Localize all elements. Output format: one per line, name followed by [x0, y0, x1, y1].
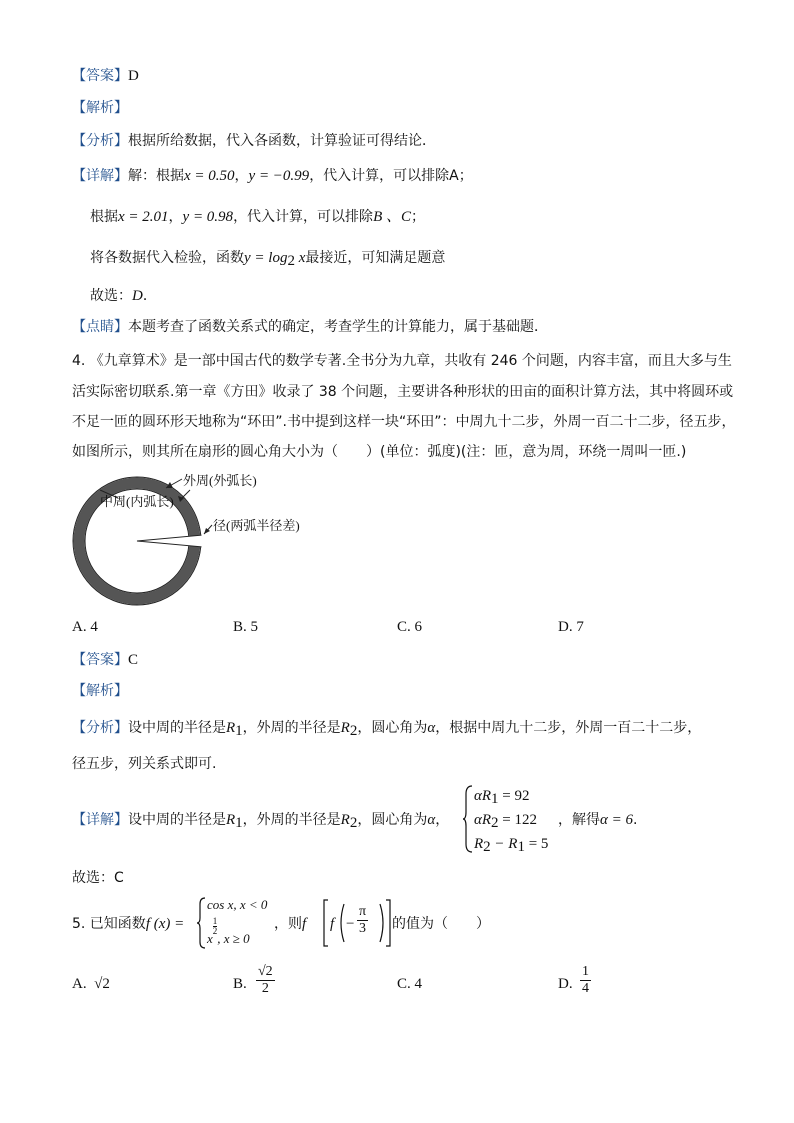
radius-diff-label: 径(两弧半径差): [213, 518, 300, 533]
q4-option-c: C. 6: [397, 619, 423, 635]
q5-option-d-label: D.: [558, 976, 573, 992]
system-eq2: $\alpha R_2 = 122$: [474, 812, 538, 831]
q4-analysis-line1: 【分析】设中周的半径是$R_1$，外周的半径是$R_2$，圆心角为α，根据中周九十二步，外周一百二十二步，: [72, 720, 702, 739]
piecewise-case2: x $\frac{1}{2}$ , x ≥ 0: [207, 916, 250, 946]
pi-over-three: $\frac{\pi}{3}$: [359, 904, 367, 936]
q3-detail-line3: 将各数据代入检验，函数$y = \log_2 x$最接近，可知满足题意: [90, 250, 446, 269]
q3-detail-line1: 【详解】解：根据x = 0.50，y = −0.99，代入计算，可以排除A；: [72, 168, 473, 184]
q4-option-d: D. 7: [558, 619, 584, 635]
q3-analysis-line: 【分析】根据所给数据，代入各函数，计算验证可得结论．: [72, 133, 436, 149]
answer-value: D: [128, 68, 139, 84]
piecewise-brace: [196, 896, 206, 950]
q4-answer-line: 【答案】C: [72, 652, 139, 668]
answer-tag: 【答案】: [72, 68, 128, 84]
q3-detail-line2: 根据x = 2.01，y = 0.98，代入计算，可以排除B 、C；: [90, 209, 425, 225]
ring-field-figure: [60, 468, 320, 618]
minus-sign: −: [346, 916, 355, 932]
solve-result: ，解得α = 6.: [558, 812, 638, 828]
q3-answer-line: [72, 66, 139, 86]
inner-f: f: [330, 916, 335, 932]
q4-stem-line2: 活实际密切联系.第一章《方田》收录了 38 个问题，主要讲各种形状的田亩的面积计算方法，其中将圆环或: [72, 384, 734, 400]
q5-option-a: A. √2: [72, 976, 110, 992]
q5-option-d-frac: $\frac{1}{4}$: [582, 964, 589, 996]
q5-stem-rest: ，则f: [274, 916, 307, 932]
q3-point-line: 【点睛】本题考查了函数关系式的确定，考查学生的计算能力，属于基础题．: [72, 319, 548, 335]
q4-choose-line: 故选：C: [72, 870, 124, 886]
q5-stem-prefix: 5. 已知函数f (x) =: [72, 916, 185, 932]
q3-choose-line: 故选：D．: [90, 288, 157, 304]
q4-stem-line4: 如图所示，则其所在扇形的圆心角大小为（ ）(单位：弧度)(注：匝，意为周，环绕一周叫一匝.): [72, 444, 687, 460]
q5-option-b-label: B.: [233, 976, 247, 992]
q5-option-c: C. 4: [397, 976, 423, 992]
inner-arc-label: 中周(内弧长): [100, 494, 174, 509]
q5-stem-tail: 的值为（ ）: [392, 916, 490, 932]
piecewise-case1: cos x, x < 0: [207, 897, 268, 912]
q4-analysis-line2: 径五步，列关系式即可.: [72, 756, 217, 772]
q5-option-b-frac: $\frac{√2}{2}$: [258, 964, 273, 996]
q4-stem-line3: 不足一匝的圆环形天地称为“环田”.书中提到这样一块“环田”：中周九十二步，外周一百二十二步，径五步，: [72, 414, 736, 430]
q4-analysis-tag: 【解析】: [72, 683, 128, 699]
q4-stem-line1: 4. 《九章算术》是一部中国古代的数学专著.全书分为九章，共收有 246 个问题，内容丰富，而且大多与生: [72, 353, 732, 369]
q4-detail-line: 【详解】设中周的半径是$R_1$，外周的半径是$R_2$，圆心角为α，: [72, 812, 450, 831]
q4-option-a: A. 4: [72, 619, 98, 635]
system-eq3: $R_2 - R_1 = 5$: [474, 836, 549, 855]
system-eq1: $\alpha R_1 = 92$: [474, 788, 530, 807]
q3-analysis-tag: 【解析】: [72, 100, 128, 116]
outer-arc-label: 外周(外弧长): [183, 473, 257, 488]
system-brace: [462, 784, 474, 854]
q4-option-b: B. 5: [233, 619, 259, 635]
